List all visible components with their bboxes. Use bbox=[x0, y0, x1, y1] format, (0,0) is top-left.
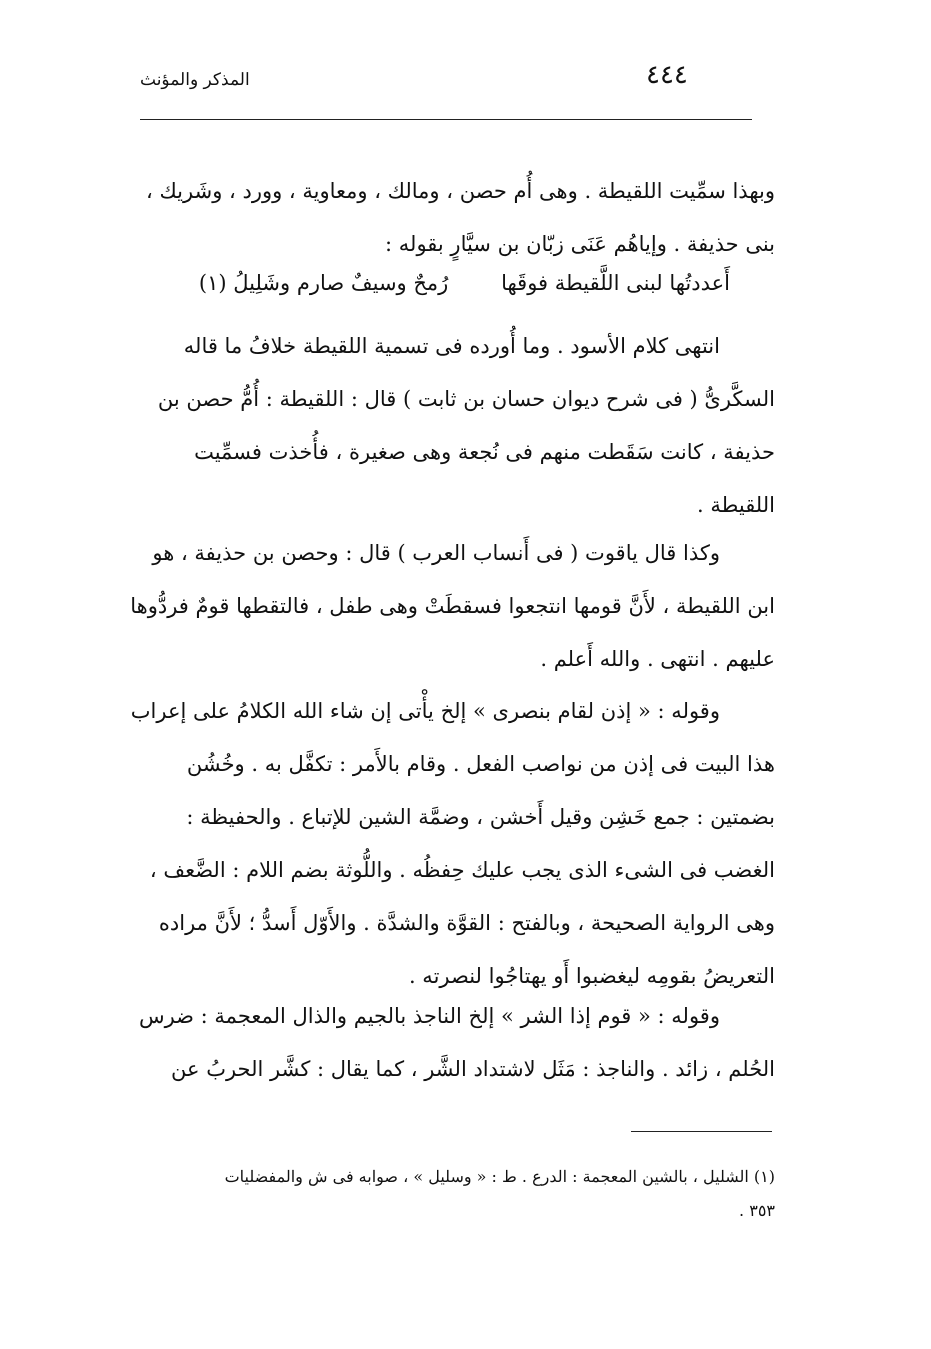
footnote-line: ٣٥٣ . bbox=[739, 1201, 775, 1220]
text-line: التعريضُ بقومِه ليغضبوا أَو يهتاجُوا لنصرته . bbox=[408, 964, 775, 988]
text-line: عليهم . انتهى . والله أَعلم . bbox=[540, 647, 775, 671]
text-line: ابن اللقيطة ، لأَنَّ قومها انتجعوا فسقطَتْ وهى طفل ، فالتقطها قومٌ فردُّوها bbox=[130, 594, 775, 618]
text-line: السكَّرىُّ ( فى شرح ديوان حسان بن ثابت ) قال : اللقيطة : أُمُّ حصن بن bbox=[157, 387, 775, 411]
footnote bbox=[130, 1160, 775, 1228]
text-line: حذيفة ، كانت سَقَطت منهم فى نُجعة وهى صغيرة ، فأُخذت فسمِّيت bbox=[194, 440, 775, 464]
text-line: هذا البيت فى إذن من نواصب الفعل . وقام بالأَمر : تكفَّل به . وخُشُن bbox=[186, 752, 775, 776]
footnote-divider bbox=[631, 1131, 772, 1132]
text-line: وكذا قال ياقوت ( فى أَنساب العرب ) قال : وحصن بن حذيفة ، هو bbox=[152, 541, 720, 565]
page-number: ٤٤٤ bbox=[646, 60, 688, 90]
paragraph-2 bbox=[130, 320, 775, 532]
text-line: بضمتين : جمع خَشِن وقيل أَخشن ، وضمَّة الشين للإتباع . والحفيظة : bbox=[186, 805, 775, 829]
text-line: الحُلم ، زائد . والناجذ : مَثَل لاشتداد الشَّر ، كما يقال : كشَّر الحربُ عن bbox=[171, 1057, 775, 1081]
poetry-verse bbox=[170, 258, 730, 308]
text-line: بنى حذيفة . وإياهُم عَنَى زبّان بن سيَّارٍ بقوله : bbox=[385, 232, 775, 256]
header-divider bbox=[140, 119, 752, 120]
footnote-line: (١) الشليل ، بالشين المعجمة : الدرع . ط : « وسليل » ، صوابه فى ش والمفضليات bbox=[224, 1167, 775, 1186]
text-line: وقوله : « قوم إذا الشر » إلخ الناجذ بالجيم والذال المعجمة : ضرس bbox=[138, 1004, 720, 1028]
verse-hemistich-first: أَعددتُها لبنى اللَّقيطة فوقَها bbox=[501, 271, 730, 295]
paragraph-3 bbox=[130, 527, 775, 686]
text-line: وهى الرواية الصحيحة ، وبالفتح : القوَّة والشدَّة . والأَوّل أَسدُّ ؛ لأَنَّ مراده bbox=[158, 911, 775, 935]
paragraph-4 bbox=[130, 685, 775, 1003]
paragraph-1 bbox=[130, 165, 775, 271]
paragraph-5 bbox=[130, 990, 775, 1096]
text-line: وقوله : « إذن لقام بنصرى » إلخ يأْتى إن شاء الله الكلامُ على إعراب bbox=[130, 699, 720, 723]
text-line: انتهى كلام الأسود . وما أُورده فى تسمية اللقيطة خلافُ ما قاله bbox=[183, 334, 720, 358]
text-line: الغضب فى الشىء الذى يجب عليك حِفظُه . واللُّوثة بضم اللام : الضَّعف ، bbox=[149, 858, 775, 882]
text-line: اللقيطة . bbox=[697, 493, 775, 517]
text-line: وبهذا سمِّيت اللقيطة . وهى أُم حصن ، ومالك ، ومعاوية ، وورد ، وشَريك ، bbox=[146, 179, 775, 203]
running-title: المذكر والمؤنث bbox=[140, 70, 250, 90]
verse-hemistich-second: رُمحٌ وسيفٌ صارم وشَلِيلُ (١) bbox=[198, 271, 449, 295]
